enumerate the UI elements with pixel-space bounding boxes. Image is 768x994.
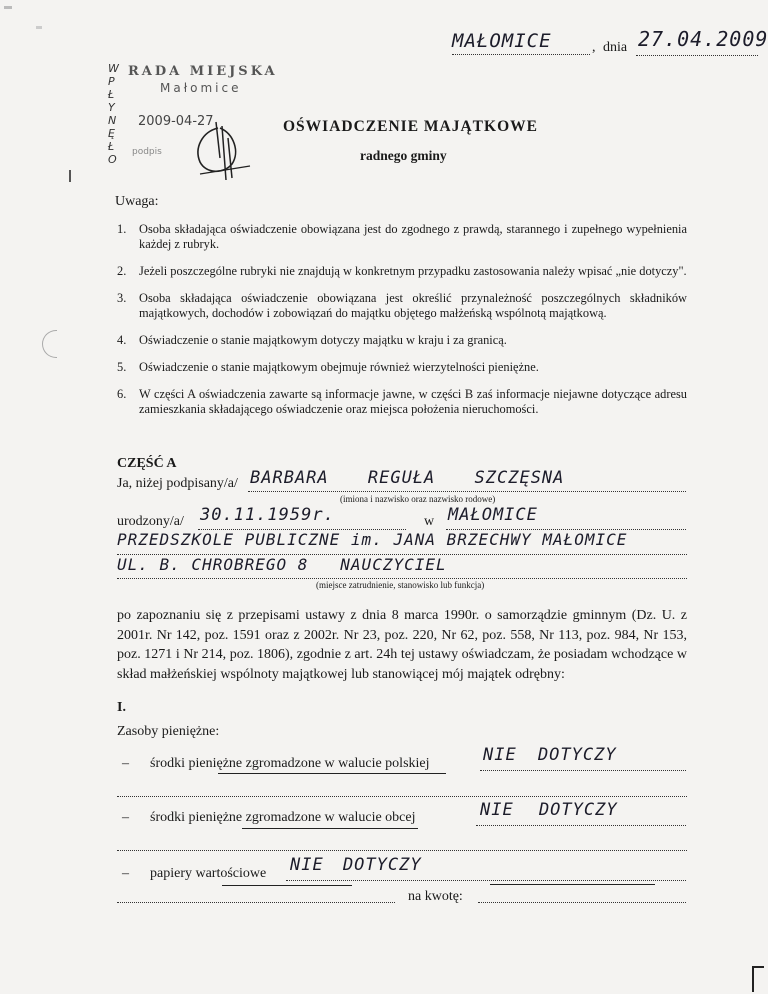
date-handwritten: 27.04.2009 (638, 27, 768, 51)
row-value-dots (286, 880, 686, 881)
row-value-dots (480, 770, 686, 771)
row-dash: – (122, 756, 129, 771)
row-label: papiery wartościowe (150, 866, 267, 881)
row-label: środki pieniężne zgromadzone w walucie obcej (150, 810, 416, 825)
row-handwritten-value: NIE DOTYCZY (480, 800, 618, 820)
work-line1-handwritten: PRZEDSZKOLE PUBLICZNE im. JANA BRZECHWY MAŁOMICE (117, 530, 628, 549)
handwritten-underline (242, 828, 418, 829)
margin-mark (69, 170, 71, 182)
section-heading: Zasoby pieniężne: (117, 724, 220, 739)
uwaga-item: 1. Osoba składająca oświadczenie obowiązana jest do zgodnego z prawdą, starannego i zupełnego wypełnienia każdej z rubryk. (117, 222, 687, 251)
corner-mark (752, 966, 764, 992)
amount-left-dots (117, 902, 395, 903)
statement-text: po zapoznaniu się z przepisami ustawy z dnia 8 marca 1990r. o samorządzie gminnym (Dz. U. z 2001r. Nr 142, poz. 1591 oraz z 2002r. Nr 23, poz. 220, Nr 62, poz. 558, Nr 113, poz. 984, Nr 153, poz. 1271 i Nr 214, poz. 1806), zgodnie z art. 24h tej ustawy oświadczam, że posiadam wchodzące w skład małżeńskiej wspólnoty majątkowej lub stanowiącej mój majątek odrębny: (117, 608, 687, 682)
stamp-side-letters: WPŁYNĘŁO (108, 62, 119, 166)
handwritten-underline (218, 773, 446, 774)
stamp-date: 2009-04-27 (138, 114, 214, 129)
name-dots (248, 491, 686, 492)
born-date-handwritten: 30.11.1959r. (200, 505, 335, 525)
stamp-podpis: podpis (132, 147, 162, 157)
name-handwritten: BARBARA REGUŁA SZCZĘSNA (250, 468, 565, 488)
row-handwritten-value: NIE DOTYCZY (290, 855, 422, 875)
uwaga-item: 2. Jeżeli poszczególne rubryki nie znajdują w konkretnym przypadku zastosowania należy wpisać „nie dotyczy". (117, 264, 687, 278)
scan-mark (36, 26, 42, 29)
hole-punch (42, 330, 57, 358)
uwaga-heading: Uwaga: (115, 194, 159, 209)
name-caption: (imiona i nazwisko oraz nazwisko rodowe) (340, 494, 496, 504)
signature-scribble (180, 118, 270, 184)
amount-underline (490, 884, 655, 885)
scan-mark (4, 6, 12, 9)
row-value-dots (476, 825, 686, 826)
amount-right-dots (478, 902, 686, 903)
work-caption: (miejsce zatrudnienie, stanowisko lub funkcja) (316, 580, 485, 590)
section-roman: I. (117, 700, 126, 715)
signed-label: Ja, niżej podpisany/a/ (117, 476, 238, 491)
row-label: środki pieniężne zgromadzone w walucie polskiej (150, 756, 430, 771)
place-dots (452, 54, 590, 55)
row-handwritten-value: NIE DOTYCZY (483, 745, 617, 765)
work-line2-dots (117, 578, 687, 579)
document-subtitle: radnego gminy (360, 148, 447, 163)
uwaga-item: 5. Oświadczenie o stanie majątkowym obejmuje również wierzytelności pieniężne. (117, 360, 539, 374)
place-handwritten: MAŁOMICE (452, 30, 552, 52)
handwritten-underline (222, 885, 352, 886)
part-a-heading: CZĘŚĆ A (117, 456, 177, 471)
row-dash: – (122, 866, 129, 881)
date-prefix: dnia (603, 40, 628, 55)
uwaga-item: 6. W części A oświadczenia zawarte są informacje jawne, w części B zaś informacje niejawne dotyczące adresu zamieszkania składającego oświadczenie oraz miejsca położenia nieruchomości. (117, 387, 687, 416)
uwaga-item: 4. Oświadczenie o stanie majątkowym dotyczy majątku w kraju i za granicą. (117, 333, 507, 347)
stamp-line1: RADA MIEJSKA (128, 64, 278, 79)
born-label: urodzony/a/ (117, 514, 184, 529)
document-title: OŚWIADCZENIE MAJĄTKOWE (283, 118, 538, 135)
row-continuation-dots (117, 796, 687, 797)
uwaga-item: 3. Osoba składająca oświadczenie obowiązana jest określić przynależność poszczególnych składników majątkowych, dochodów i zobowiązań do majątku objętego małżeńską wspólnotą majątkową. (117, 291, 687, 320)
born-in-label: w (424, 514, 435, 529)
amount-label: na kwotę: (408, 889, 463, 904)
row-continuation-dots (117, 850, 687, 851)
stamp-line2: Małomice (160, 81, 242, 95)
comma: , (592, 40, 596, 55)
born-place-handwritten: MAŁOMICE (448, 505, 538, 525)
work-line2-handwritten: UL. B. CHROBREGO 8 NAUCZYCIEL (117, 555, 447, 574)
date-dots (636, 55, 758, 56)
uwaga-list (117, 222, 687, 417)
row-dash: – (122, 810, 129, 825)
